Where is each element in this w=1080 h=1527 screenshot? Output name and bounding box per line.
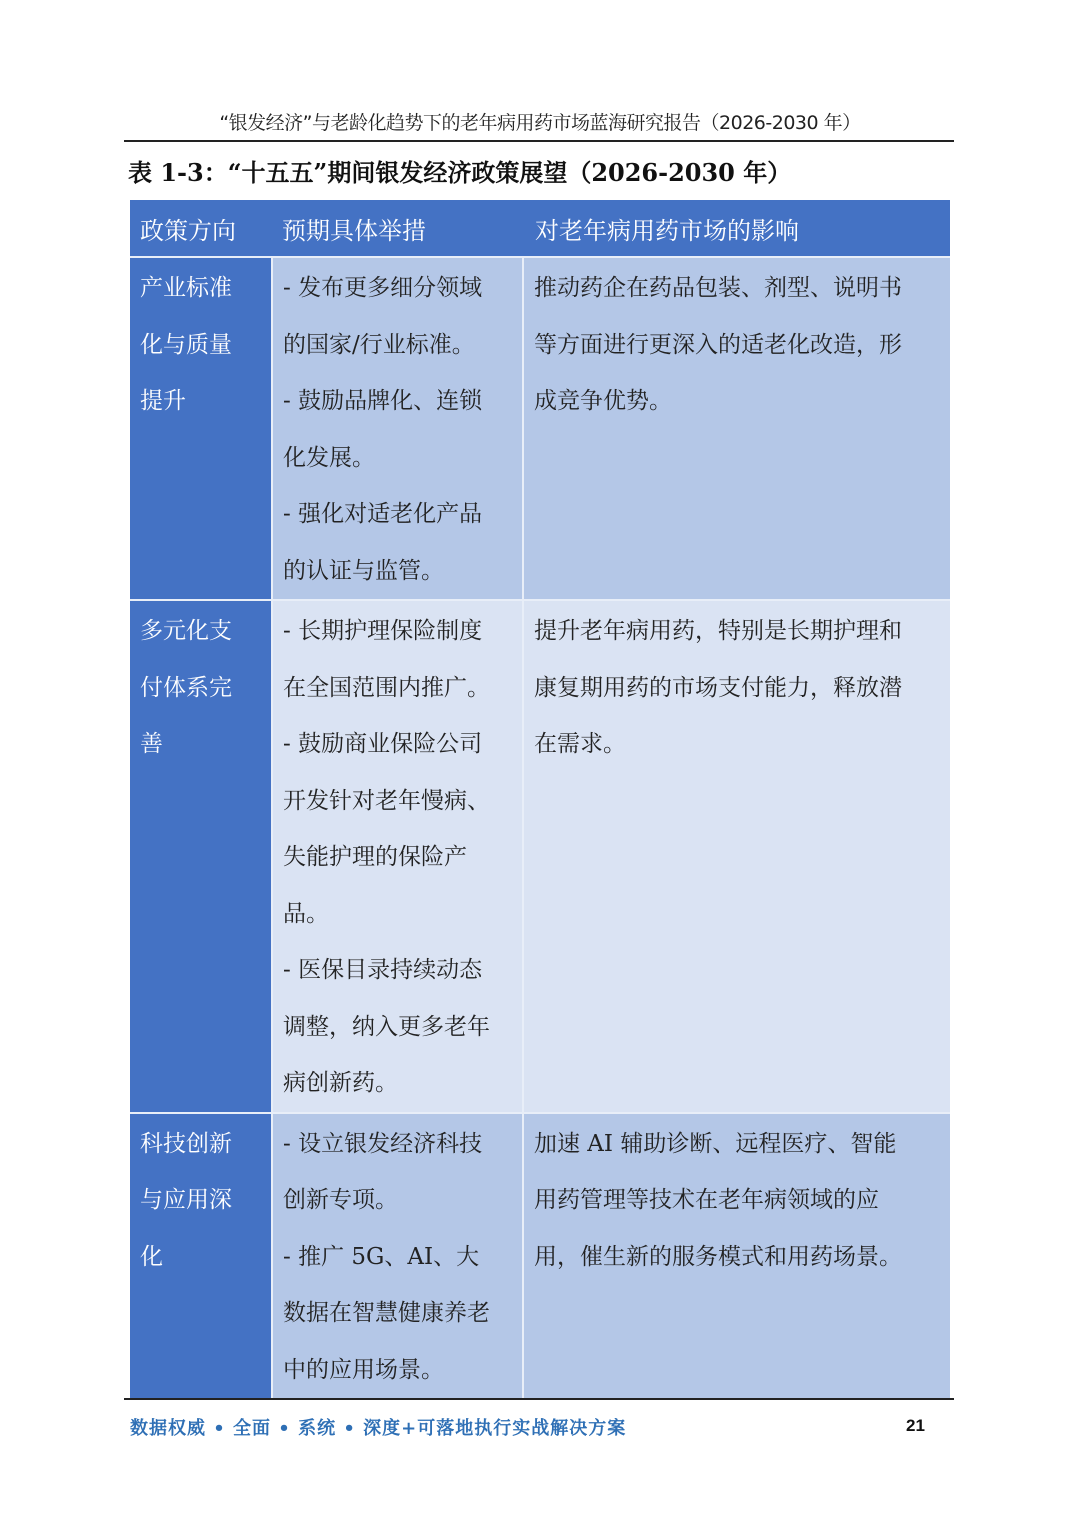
text-line: 提升 <box>140 388 186 414</box>
policy-direction-cell <box>130 257 272 600</box>
table-header-row <box>130 200 950 257</box>
text-line: 的国家/行业标准。 <box>283 331 475 358</box>
text-line: 产业标准 <box>140 275 232 301</box>
table-row <box>130 600 950 1113</box>
footer-slogan: 数据权威 • 全面 • 系统 • 深度+可落地执行实战解决方案 <box>130 1418 627 1439</box>
text-line: - 鼓励品牌化、连锁 <box>283 388 483 414</box>
text-line: 推动药企在药品包装、剂型、说明书 <box>534 275 902 301</box>
text-line: 用药管理等技术在老年病领域的应 <box>534 1187 879 1213</box>
text-line: 加速 AI 辅助诊断、远程医疗、智能 <box>534 1130 897 1157</box>
text-line: - 医保目录持续动态 <box>283 957 483 983</box>
table-row <box>130 257 950 600</box>
text-line: 中的应用场景。 <box>283 1356 444 1383</box>
measures-cell <box>272 1113 523 1399</box>
text-line: 等方面进行更深入的适老化改造，形 <box>534 331 902 358</box>
text-line: 开发针对老年慢病、 <box>283 787 490 814</box>
text-line: 付体系完 <box>140 674 232 701</box>
policy-direction-cell <box>130 1113 272 1399</box>
text-line: 的认证与监管。 <box>283 557 444 584</box>
policy-table <box>130 200 950 1398</box>
text-line: 失能护理的保险产 <box>283 844 467 870</box>
measures-cell <box>272 257 523 600</box>
column-header-direction: 政策方向 <box>130 200 272 257</box>
table-caption: 表 1-3：“十五五”期间银发经济政策展望（2026-2030 年） <box>128 158 792 187</box>
page-number: 21 <box>906 1416 925 1435</box>
policy-direction-cell <box>130 600 272 1113</box>
column-header-impact: 对老年病用药市场的影响 <box>523 200 950 257</box>
measures-cell <box>272 600 523 1113</box>
text-line: 成竞争优势。 <box>534 388 672 414</box>
text-line: 提升老年病用药，特别是长期护理和 <box>534 618 902 644</box>
text-line: - 长期护理保险制度 <box>283 618 483 644</box>
text-line: - 鼓励商业保险公司 <box>283 731 483 757</box>
text-line: 病创新药。 <box>283 1070 398 1096</box>
text-line: - 设立银发经济科技 <box>283 1130 483 1157</box>
text-line: 数据在智慧健康养老 <box>283 1300 490 1326</box>
footer-divider <box>124 1398 954 1400</box>
text-line: 与应用深 <box>140 1187 232 1213</box>
text-line: 创新专项。 <box>283 1187 398 1213</box>
text-line: 品。 <box>283 900 329 927</box>
text-line: 康复期用药的市场支付能力，释放潜 <box>534 674 902 701</box>
text-line: 善 <box>140 731 163 757</box>
header-divider <box>124 140 954 142</box>
impact-cell <box>523 600 950 1113</box>
text-line: 多元化支 <box>140 618 232 644</box>
text-line: 用，催生新的服务模式和用药场景。 <box>534 1243 902 1270</box>
text-line: 在全国范围内推广。 <box>283 674 490 701</box>
text-line: 调整，纳入更多老年 <box>283 1013 490 1040</box>
impact-cell <box>523 257 950 600</box>
text-line: - 推广 5G、AI、大 <box>283 1243 480 1270</box>
text-line: 科技创新 <box>140 1130 232 1157</box>
text-line: 在需求。 <box>534 731 626 757</box>
text-line: 化与质量 <box>140 331 232 358</box>
text-line: - 发布更多细分领域 <box>283 275 483 301</box>
running-header: “银发经济”与老龄化趋势下的老年病用药市场蓝海研究报告（2026-2030 年） <box>219 112 861 134</box>
impact-cell <box>523 1113 950 1399</box>
text-line: 化 <box>140 1243 163 1270</box>
table-row <box>130 1113 950 1399</box>
text-line: - 强化对适老化产品 <box>283 501 483 527</box>
text-line: 化发展。 <box>283 444 375 471</box>
column-header-measures: 预期具体举措 <box>272 200 523 257</box>
